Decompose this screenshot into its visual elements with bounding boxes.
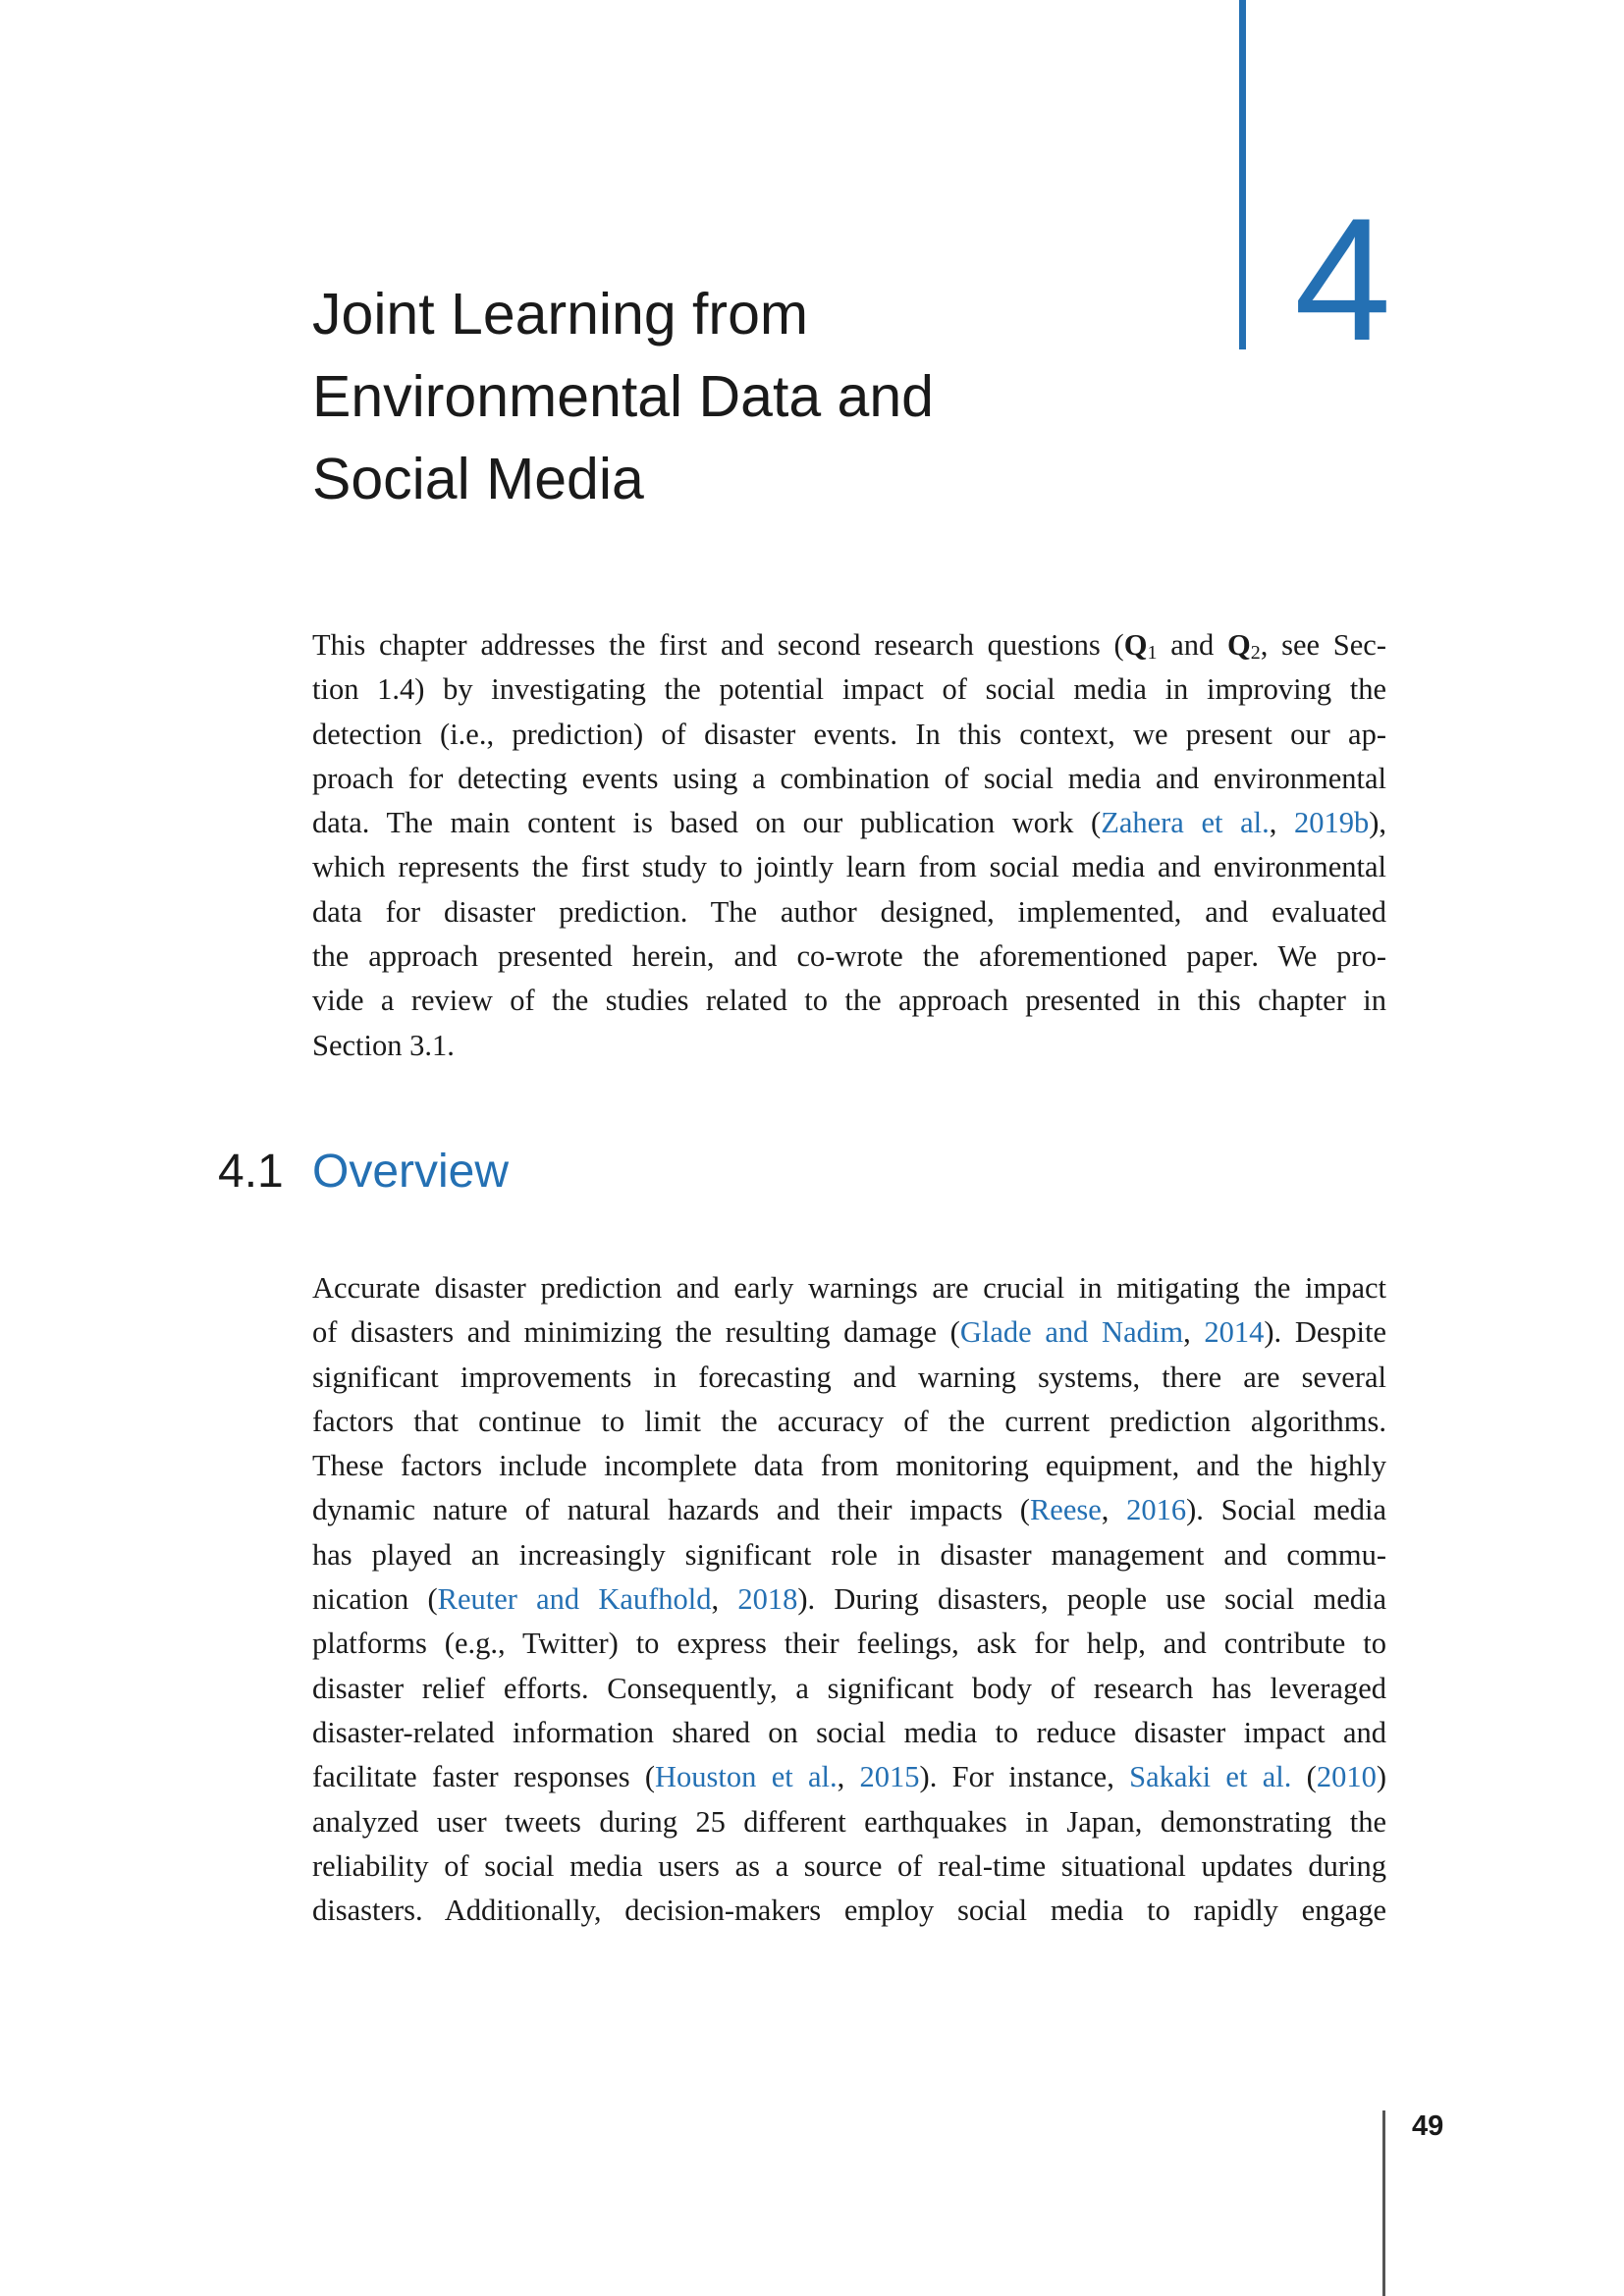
chapter-title-line-1: Joint Learning from [312, 282, 809, 347]
citation-link-zahera[interactable]: Zahera et al. [1101, 806, 1270, 840]
chapter-title-line-3: Social Media [312, 447, 644, 511]
overview-line: of disasters and minimizing the resulting damage (Glade and Nadim, 2014). Despite [312, 1315, 1387, 1350]
section-number: 4.1 [218, 1146, 284, 1198]
overview-line: Accurate disaster prediction and early warnings are crucial in mitigating the impact [312, 1271, 1386, 1305]
overview-line: These factors include incomplete data from monitoring equipment, and the highly [312, 1449, 1386, 1483]
intro-line: detection (i.e., prediction) of disaster events. In this context, we present our ap- [312, 717, 1386, 751]
citation-year-link-zahera[interactable]: 2019b [1293, 806, 1370, 840]
overview-line: disaster-related information shared on social media to reduce disaster impact and [312, 1715, 1386, 1749]
intro-line: data. The main content is based on our publication work (Zahera et al., 2019b), [312, 806, 1387, 840]
section-heading [218, 1148, 509, 1196]
citation-year-link-sakaki[interactable]: 2010 [1316, 1760, 1377, 1794]
chapter-title [312, 273, 1196, 520]
citation-link-houston[interactable]: Houston et al. [655, 1760, 838, 1794]
page-number-rule [1382, 2110, 1385, 2296]
intro-line: Section 3.1. [312, 1028, 455, 1062]
overview-line: disasters. Additionally, decision-makers employ social media to rapidly engage [312, 1894, 1386, 1928]
intro-line: which represents the first study to jointly learn from social media and environmental [312, 850, 1386, 884]
overview-paragraph [312, 1266, 1386, 1933]
intro-line: the approach presented herein, and co-wrote the aforementioned paper. We pro- [312, 939, 1386, 974]
page-number: 49 [1412, 2110, 1444, 2142]
overview-line: has played an increasingly significant role in disaster management and commu- [312, 1537, 1386, 1572]
citation-link-glade[interactable]: Glade and Nadim [959, 1315, 1184, 1350]
overview-line: nication (Reuter and Kaufhold, 2018). During disasters, people use social media [312, 1582, 1387, 1617]
citation-year-link-reese[interactable]: 2016 [1126, 1493, 1187, 1527]
section-title: Overview [312, 1146, 510, 1198]
citation-year-link-reuter[interactable]: 2018 [737, 1582, 798, 1617]
overview-line: facilitate faster responses (Houston et al., 2015). For instance, Sakaki et al. (2010) [312, 1760, 1386, 1794]
intro-line: data for disaster prediction. The author designed, implemented, and evaluated [312, 894, 1386, 929]
chapter-title-line-2: Environmental Data and [312, 364, 934, 429]
citation-year-link-houston[interactable]: 2015 [859, 1760, 920, 1794]
chapter-number: 4 [1294, 182, 1391, 377]
citation-year-link-glade[interactable]: 2014 [1204, 1315, 1265, 1350]
chapter-rule [1239, 0, 1246, 349]
overview-line: platforms (e.g., Twitter) to express their feelings, ask for help, and contribute to [312, 1627, 1386, 1661]
intro-paragraph [312, 623, 1386, 1068]
overview-line: factors that continue to limit the accuracy of the current prediction algorithms. [312, 1404, 1386, 1438]
intro-line: vide a review of the studies related to the approach presented in this chapter in [312, 984, 1386, 1018]
overview-line: reliability of social media users as a source of real-time situational updates during [312, 1848, 1386, 1883]
overview-line: dynamic nature of natural hazards and their impacts (Reese, 2016). Social media [312, 1493, 1387, 1527]
intro-line: tion 1.4) by investigating the potential impact of social media in improving the [312, 672, 1386, 707]
overview-line: significant improvements in forecasting and warning systems, there are several [312, 1360, 1386, 1394]
overview-line: disaster relief efforts. Consequently, a significant body of research has leveraged [312, 1671, 1386, 1705]
intro-line: proach for detecting events using a combination of social media and environmental [312, 761, 1386, 795]
citation-link-reese[interactable]: Reese [1029, 1493, 1102, 1527]
intro-line: This chapter addresses the first and second research questions ($Q_1$ and $Q_2$, see Sec- [312, 628, 1386, 664]
overview-line: analyzed user tweets during 25 different earthquakes in Japan, demonstrating the [312, 1804, 1386, 1839]
citation-link-sakaki[interactable]: Sakaki et al. [1129, 1760, 1292, 1794]
citation-link-reuter[interactable]: Reuter and Kaufhold [437, 1582, 712, 1617]
